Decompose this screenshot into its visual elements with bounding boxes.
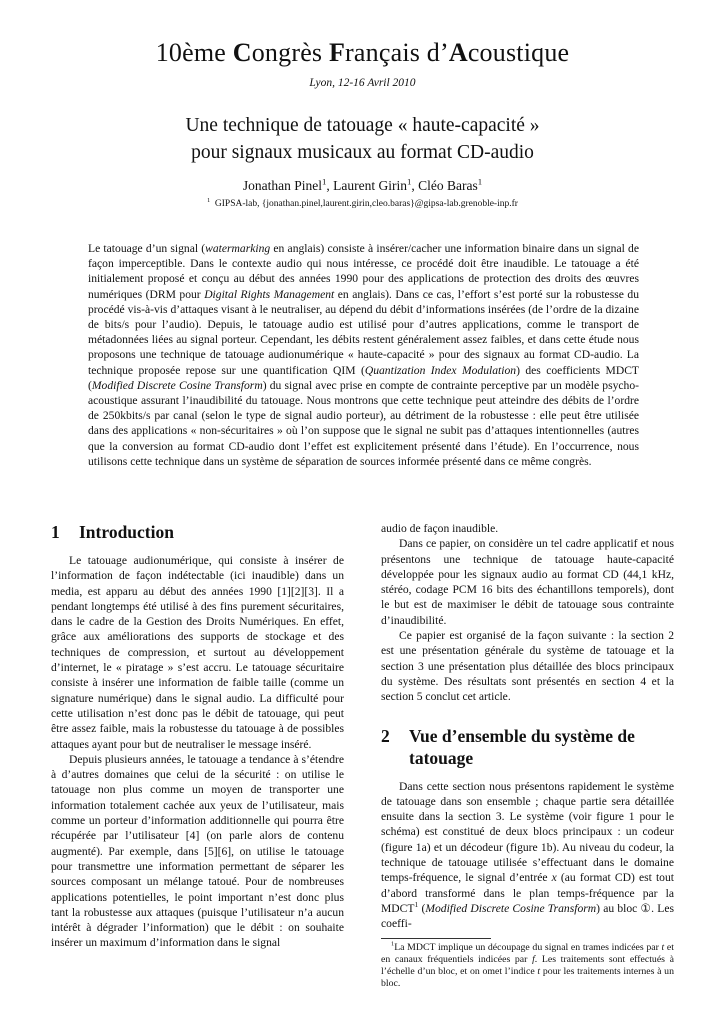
conference-location-date: Lyon, 12-16 Avril 2010: [309, 77, 416, 89]
author-1: Jonathan Pinel$^1$: [242, 176, 327, 193]
paragraph: Depuis plusieurs années, le tatouage a tendance à s’étendre à d’autres domaines que celui de la sécurité : on utilise le tatouage non plus comme un moyen de transporter une information totalement cachée aux yeux de l’utilisateur, mais comme un porteur d’information additionnelle qui pourra être récupérée par l’utilisateur [4] (on parle alors de contenu augmenté). Par exemple, dans [5][6], on utilise le tatouage pour transmettre une information permettant de séparer les sources composant un mélange tatoué. Pour de nombreuses applications potentielles, le point important n’est donc plus tant la robustesse aux attaques (puisque l’utilisateur n’a aucun intérêt à dégrader l’information) que le débit : on souhaite insérer un maximum d’information dans le signal: [51, 752, 344, 950]
section-2-heading: [381, 725, 674, 769]
section-number: 2: [381, 725, 390, 746]
conference-title-part: F: [328, 38, 346, 67]
left-column: [51, 521, 344, 951]
conference-title-part: 10ème: [155, 38, 233, 67]
abstract-italic-term: watermarking: [205, 242, 271, 255]
abstract-italic-term: Quantization Index Modulation: [364, 363, 517, 377]
affiliation: $^1$ GIPSA-lab, {jonathan.pinel,laurent.girin,cleo.baras}@gipsa-lab.grenoble-inp.fr: [207, 197, 518, 209]
paragraph: Ce papier est organisé de la façon suivante : la section 2 est une présentation générale du système de tatouage et la section 3 une présentation plus détaillée des blocs principaux du système. Des résultats sont présentés en section 4 et la section 5 conclut cet article.: [381, 629, 674, 704]
section-1-heading: [51, 521, 344, 543]
paper-title-line-2: pour signaux musicaux au format CD-audio: [191, 142, 534, 163]
author-list: Jonathan Pinel$^1$, Laurent Girin$^1$, Cléo Baras$^1$: [242, 176, 483, 193]
footnote-divider: [381, 938, 491, 939]
abstract-text: ) du signal avec prise en compte de contrainte perceptive par un modèle psycho-acoustique assurant l’inaudibilité du tatouage. Nous montrons que cette technique peut atteindre des débits de l’ordre de 250kbits/s par canal (selon le type de signal audio porteur), au détriment de la robustesse : elle peut être utilisée dans des applications « non-sécuritaires » où l’on suppose que le signal ne subit pas d’attaques intentionnelles (autres que la conversion au format CD-audio dont l’effet est explicitement présenté dans l’étude). En l’occurrence, nous utilisons cette technique dans un système de séparation de sources informée présenté dans ce même congrès.: [88, 378, 640, 468]
conference-title-part: C: [232, 38, 252, 67]
paragraph-continuation: audio de façon inaudible.: [381, 522, 499, 535]
conference-title: [0, 38, 725, 68]
conference-title-part: coustique: [467, 38, 570, 67]
section-number: 1: [51, 522, 60, 542]
paper-title: [0, 112, 725, 166]
paper-title-line-1: Une technique de tatouage « haute-capacité »: [185, 115, 540, 136]
abstract: [88, 241, 639, 469]
abstract-italic-term: Modified Discrete Cosine Transform: [91, 378, 263, 392]
abstract-text: ) des coefficients MDCT (: [88, 363, 640, 392]
conference-title-part: rançais d’: [345, 38, 449, 67]
right-column: [381, 521, 674, 990]
conference-title-part: A: [448, 38, 468, 67]
section-title: Vue d’ensemble du système de tatouage: [409, 725, 635, 768]
abstract-text: en anglais). Dans ce cas, l’effort s’est porté sur la robustesse du procédé vis-à-vis d’attaques visant à le neutraliser, au dépend du débit d’informations insérées (de l’ordre de la dizaine de bits/s pour l’audio). Depuis, le tatouage audio est utilisé pour d’autres applications, comme le transport de métadonnées liées au signal porteur. Cependant, les débits restent généralement assez faibles, et dans cette étude nous proposons une technique de tatouage audionumérique « haute-capacité » pour des signaux au format CD-audio. La technique proposée repose sur une quantification QIM (: [88, 287, 639, 377]
abstract-text: en anglais) consiste à insérer/cacher une information binaire dans un signal de façon imperceptible. Dans le contexte audio qui nous intéresse, ce procédé doit être inaudible. Le tatouage a été initialement proposé et conçu au début des années 1990 pour des applications de protection des droits des œuvres numériques (DRM pour: [88, 242, 639, 301]
paragraph: Dans cette section nous présentons rapidement le système de tatouage dans son ensemble ; chaque partie sera détaillée ensuite dans la section 3. Le système (voir figure 1 pour le schéma) est constitué de deux blocs principaux : un codeur (figure 1a) et un décodeur (figure 1b). Au niveau du codeur, la technique de tatouage utilisée s’effectuant dans le domaine temps-fréquence, le signal d’entrée x (au format CD) est tout d’abord transformé dans le plan temps-fréquence par la MDCT$^1$ (Modified Discrete Cosine Transform) au bloc ①. Les coeffi-: [381, 779, 674, 931]
author-3: Cléo Baras$^1$: [418, 176, 483, 193]
abstract-italic-term: Digital Rights Management: [204, 287, 335, 301]
paragraph: Le tatouage audionumérique, qui consiste à insérer de l’information de façon indétectable (ici inaudible) dans un media, est apparu au début des années 1990 [1][2][3]. Il a pendant longtemps été utilisé à des fins purement sécuritaires, dans le cadre de la Gestion des Droits Numériques. En effet, grâce aux améliorations des supports de stockage et des techniques de compression, et surtout au développement d’internet, le « piratage » s’est accru. Le tatouage sécuritaire consiste à insérer une information de faible taille (comme un signature numérique) dans le signal audio. La difficulté pour cette utilisation n’est donc pas le débit de tatouage, qui peut être assez faible, mais la robustesse du tatouage à de possibles attaques ayant pour but de neutraliser le message inséré.: [51, 554, 344, 751]
author-2: Laurent Girin$^1$: [333, 176, 412, 193]
footnote: $^1$La MDCT implique un découpage du signal en trames indicées par t et en canaux fréquentiels indicées par f. Les traitements sont effectués à l’échelle d’un bloc, et on omet l’indice t pour les traitements internes à un bloc.: [381, 940, 674, 990]
conference-title-part: ongrès: [251, 38, 329, 67]
paragraph: Dans ce papier, on considère un tel cadre applicatif et nous présentons une technique de tatouage haute-capacité développée pour les signaux audio au format CD (44,1 kHz, stéréo, codage PCM 16 bits des échantillons temporels), dont le but est de maximiser le débit de tatouage sous contrainte d’inaudibilité.: [381, 537, 674, 627]
section-title: Introduction: [79, 522, 174, 542]
abstract-text: Le tatouage d’un signal (: [88, 242, 206, 255]
